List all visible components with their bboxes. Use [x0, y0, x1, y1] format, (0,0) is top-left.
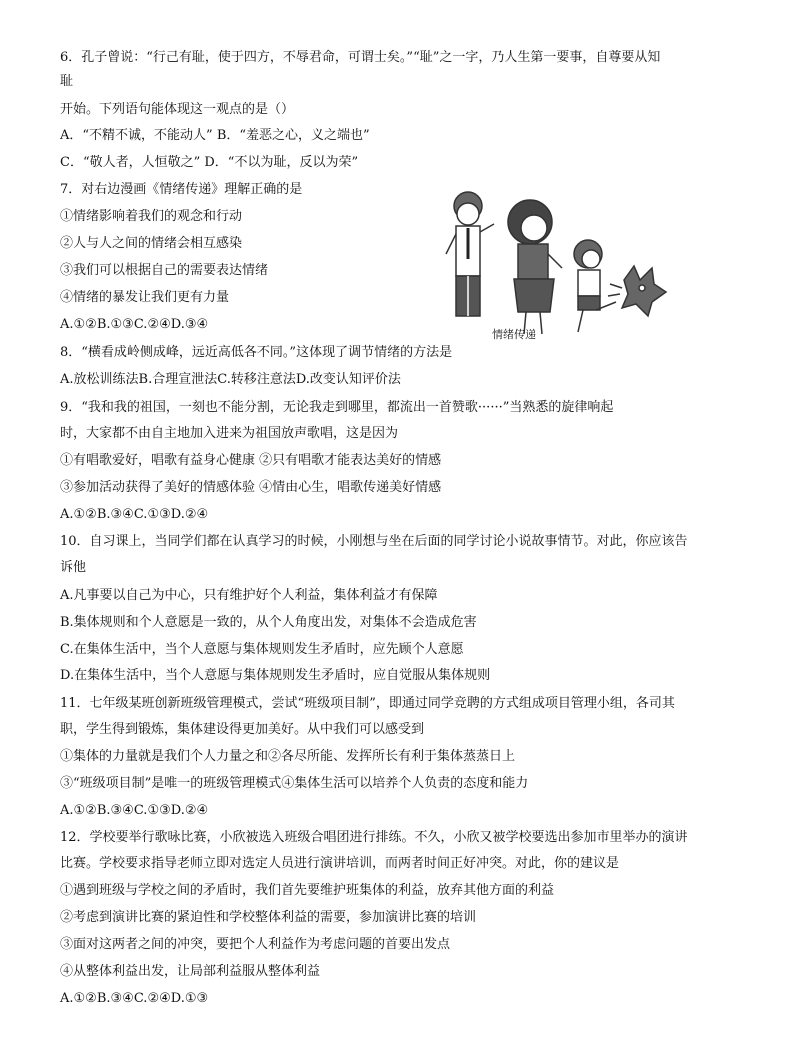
q12-item-1: ①遇到班级与学校之间的矛盾时，我们首先要维护班集体的利益，放弃其他方面的利益: [60, 883, 555, 898]
q9-items-line2: ③参加活动获得了美好的情感体验 ④情由心生，唱歌传递美好情感: [60, 480, 442, 495]
q12-item-3: ③面对这两者之间的冲突，要把个人利益作为考虑问题的首要出发点: [60, 937, 451, 952]
q12-item-4: ④从整体利益出发，让局部利益服从整体利益: [60, 964, 321, 979]
q10-option-c: C.在集体生活中，当个人意愿与集体规则发生矛盾时，应先顾个人意愿: [60, 642, 464, 657]
q6-stem-line2: 耻: [60, 74, 74, 89]
q6-options-line2: C．“敬人者，人恒敬之” D．“不以为耻，反以为荣”: [60, 155, 359, 170]
q10-option-d: D.在集体生活中，当个人意愿与集体规则发生矛盾时，应自觉服从集体规则: [60, 668, 491, 683]
q10-stem-line1: 10．自习课上，当同学们都在认真学习的时候，小刚想与坐在后面的同学讨论小说故事情节。对此，你应该告: [60, 534, 688, 549]
q9-answers: A.①②B.③④C.①③D.②④: [60, 507, 209, 522]
q7-answers: A.①②B.①③C.②④D.③④: [60, 317, 209, 332]
q12-stem-line1: 12．学校要举行歌咏比赛，小欣被选入班级合唱团进行排练。不久，小欣又被学校要选出参加市里举办的演讲: [60, 830, 688, 845]
q10-option-b: B.集体规则和个人意愿是一致的，从个人角度出发，对集体不会造成危害: [60, 615, 477, 630]
q6-options-line1: A．“不精不诚，不能动人” B．“羞恶之心，义之端也”: [60, 128, 370, 143]
q7-item-4: ④情绪的暴发让我们更有力量: [60, 290, 230, 305]
q11-stem-line2: 职，学生得到锻炼，集体建设得更加美好。从中我们可以感受到: [60, 722, 425, 737]
emotion-cartoon-image: [438, 184, 678, 344]
q7-item-1: ①情绪影响着我们的观念和行动: [60, 209, 243, 224]
q12-answers: A.①②B.③④C.②④D.①③: [60, 991, 209, 1006]
q9-stem-line1: 9．“我和我的祖国，一刻也不能分割，无论我走到哪里，都流出一首赞歌······”当熟悉的旋律响起: [60, 400, 614, 415]
q11-stem-line1: 11．七年级某班创新班级管理模式，尝试“班级项目制”，即通过同学竞聘的方式组成项目管理小组，各司其: [60, 696, 675, 711]
q8-answers: A.放松训练法B.合理宣泄法C.转移注意法D.改变认知评价法: [60, 372, 401, 387]
q9-items-line1: ①有唱歌爱好，唱歌有益身心健康 ②只有唱歌才能表达美好的情感: [60, 453, 442, 468]
q10-option-a: A.凡事要以自己为中心，只有维护好个人利益，集体利益才有保障: [60, 588, 438, 603]
q10-stem-line2: 诉他: [60, 560, 87, 575]
q6-stem-line3: 开始。下列语句能体现这一观点的是（）: [60, 102, 295, 117]
q9-stem-line2: 时，大家都不由自主地加入进来为祖国放声歌唱，这是因为: [60, 426, 399, 441]
q8-stem: 8．“横看成岭侧成峰，远近高低各不同。”这体现了调节情绪的方法是: [60, 345, 453, 360]
figure-caption: 情绪传递: [492, 328, 536, 341]
q12-item-2: ②考虑到演讲比赛的紧迫性和学校整体利益的需要，参加演讲比赛的培训: [60, 910, 477, 925]
q6-stem-line1: 6．孔子曾说：“行己有耻，使于四方，不辱君命，可谓士矣。”“耻”之一字，乃人生第一要事，自尊要从知: [60, 50, 661, 65]
q11-answers: A.①②B.③④C.①③D.②④: [60, 803, 209, 818]
q11-items-line2: ③“班级项目制”是唯一的班级管理模式④集体生活可以培养个人负责的态度和能力: [60, 776, 529, 791]
q7-stem: 7．对右边漫画《情绪传递》理解正确的是: [60, 182, 303, 197]
q7-item-2: ②人与人之间的情绪会相互感染: [60, 236, 243, 251]
q12-stem-line2: 比赛。学校要求指导老师立即对选定人员进行演讲培训，而两者时间正好冲突。对此，你的建议是: [60, 856, 620, 871]
q11-items-line1: ①集体的力量就是我们个人力量之和②各尽所能、发挥所长有利于集体蒸蒸日上: [60, 749, 516, 764]
q7-item-3: ③我们可以根据自己的需要表达情绪: [60, 263, 269, 278]
